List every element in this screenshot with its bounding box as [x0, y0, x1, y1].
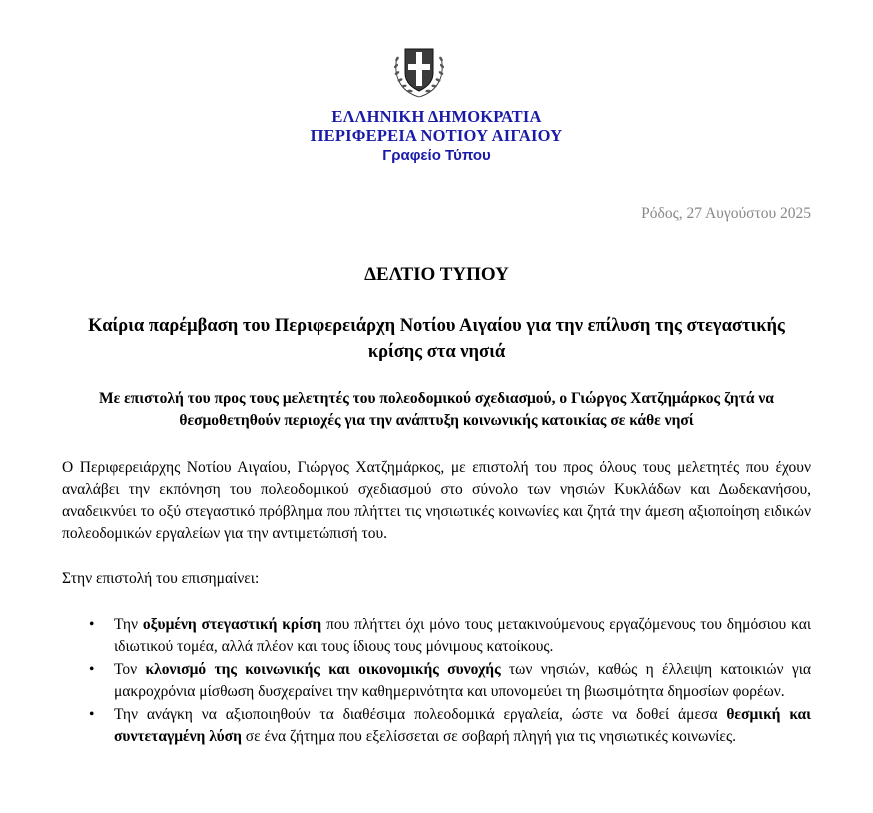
greek-state-emblem-icon [391, 41, 447, 99]
bullet-item: • Τον κλονισμό της κοινωνικής και οικονομικής συνοχής των νησιών, καθώς η έλλειψη κατοικιών για μακροχρόνια μίσθωση δυσχεραίνει την καθημερινότητα και υπονομεύει τη βιωσιμότητα δημοσίων φορέων. [89, 661, 811, 700]
bullet-item: • Την οξυμένη στεγαστική κρίση που πλήττει όχι μόνο τους μετακινούμενους εργαζόμενους του δημόσιου και ιδιωτικού τομέα, αλλά πλέον και τους ίδιους τους μόνιμους κατοίκους. [89, 616, 811, 655]
header-country: ΕΛΛΗΝΙΚΗ ΔΗΜΟΚΡΑΤΙΑ [331, 107, 542, 126]
headline: Καίρια παρέμβαση του Περιφερειάρχη Νοτίου Αιγαίου για την επίλυση της στεγαστικής κρίσης στα νησιά [88, 316, 785, 362]
bullet-list [62, 614, 811, 749]
document-title: ΔΕΛΤΙΟ ΤΥΠΟΥ [364, 264, 509, 285]
document-date: Ρόδος, 27 Αυγούστου 2025 [641, 205, 811, 222]
body-paragraph: Ο Περιφερειάρχης Νοτίου Αιγαίου, Γιώργος Χατζημάρκος, με επιστολή του προς όλους τους μελετητές που έχουν αναλάβει την εκπόνηση του πολεοδομικού σχεδιασμού στο σύνολο των νησιών Κυκλάδων και Δωδεκανήσου, αναδεικνύει το οξύ στεγαστικό πρόβλημα που πλήττει τις νησιωτικές κοινωνίες και ζητά την άμεση αξιοποίηση ειδικών πολεοδομικών εργαλείων για την αντιμετώπισή του. [62, 459, 811, 542]
subheadline: Με επιστολή του προς τους μελετητές του πολεοδομικού σχεδιασμού, ο Γιώργος Χατζημάρκος ζητά να θεσμοθετηθούν περιοχές για την ανάπτυξη κοινωνικής κατοικίας σε κάθε νησί [99, 390, 774, 429]
bullet-icon: • [89, 706, 95, 723]
bullet-icon: • [89, 661, 95, 678]
header-region: ΠΕΡΙΦΕΡΕΙΑ ΝΟΤΙΟΥ ΑΙΓΑΙΟΥ [310, 126, 563, 145]
header-office: Γραφείο Τύπου [382, 147, 491, 164]
bullets-intro: Στην επιστολή του επισημαίνει: [62, 570, 260, 587]
bullet-icon: • [89, 616, 95, 633]
bullet-item: • Την ανάγκη να αξιοποιηθούν τα διαθέσιμα πολεοδομικά εργαλεία, ώστε να δοθεί άμεσα θεσμική και συντεταγμένη λύση σε ένα ζήτημα που εξελίσσεται σε σοβαρή πληγή για τις νησιωτικές κοινωνίες. [89, 706, 811, 745]
